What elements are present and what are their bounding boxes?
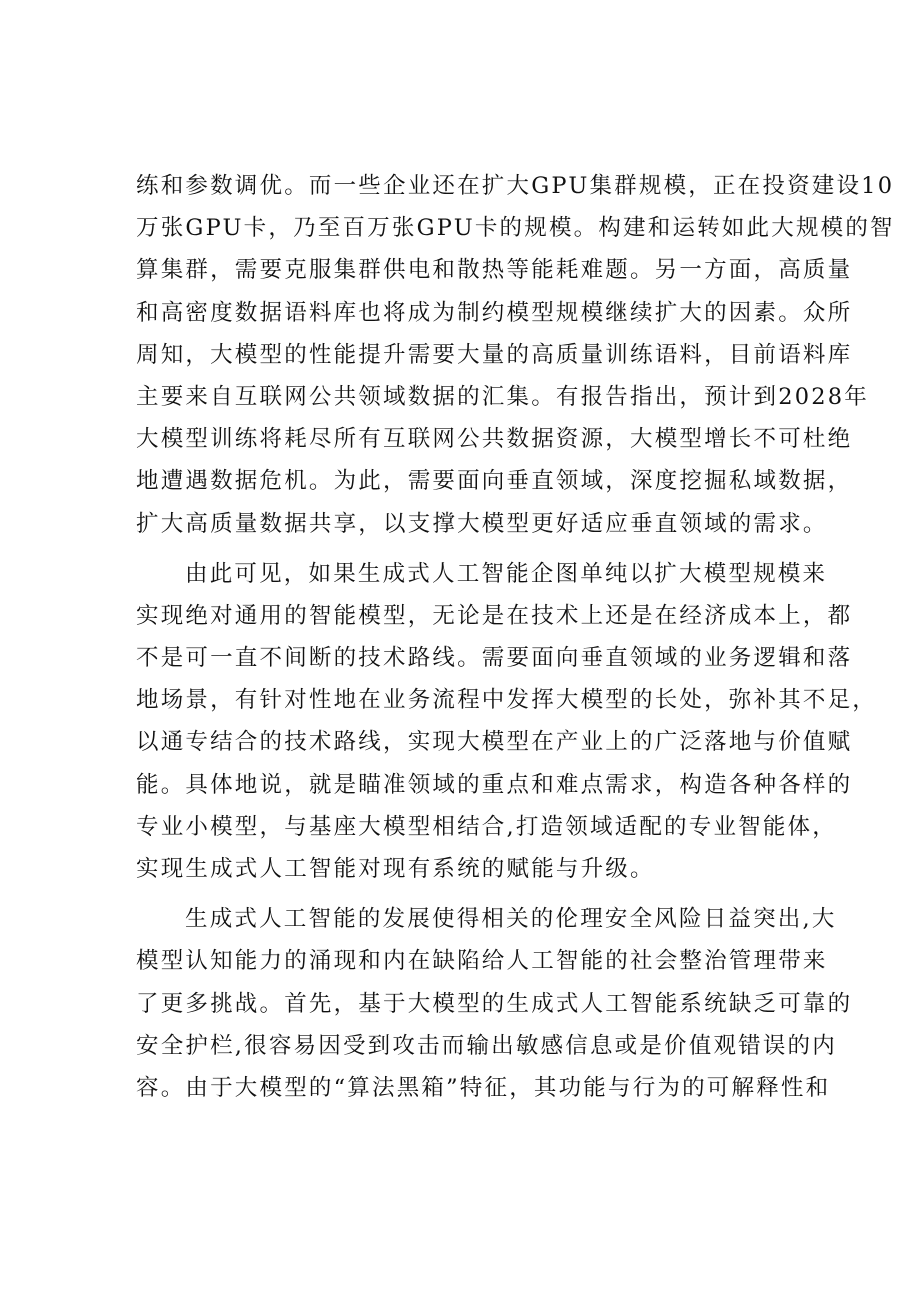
paragraph-1-line-3: 算集群，需要克服集群供电和散热等能耗难题。另一方面，高质量 [136,257,853,284]
paragraph-2-line-3: 不是可一直不间断的技术路线。需要面向垂直领域的业务逻辑和落 [136,645,853,672]
paragraph-3-line-3: 了更多挑战。首先，基于大模型的生成式人工智能系统缺乏可靠的 [136,990,853,1017]
paragraph-2 [136,553,878,891]
paragraph-1-line-5: 周知，大模型的性能提升需要大量的高质量训练语料，目前语料库 [136,341,853,368]
paragraph-spacer [136,890,800,898]
paragraph-3-line-5: 容。由于大模型的“算法黑箱”特征，其功能与行为的可解释性和 [136,1074,831,1101]
paragraph-1-line-2: 万张GPU卡，乃至百万张GPU卡的规模。构建和运转如此大规模的智 [136,215,895,242]
paragraph-1-line-4: 和高密度数据语料库也将成为制约模型规模继续扩大的因素。众所 [136,299,853,326]
paragraph-3-line-2: 模型认知能力的涌现和内在缺陷给人工智能的社会整治管理带来 [136,948,828,975]
paragraph-2-line-1: 由此可见，如果生成式人工智能企图单纯以扩大模型规模来 [185,560,828,587]
paragraph-2-line-6: 能。具体地说，就是瞄准领域的重点和难点需求，构造各种各样的 [136,771,853,798]
paragraph-spacer [136,545,800,553]
paragraph-1-line-6: 主要来自互联网公共领域数据的汇集。有报告指出，预计到2028年 [136,383,869,410]
paragraph-2-line-4: 地场景，有针对性地在业务流程中发挥大模型的长处，弥补其不足， [136,687,878,714]
paragraph-3 [136,898,853,1109]
paragraph-2-line-2: 实现绝对通用的智能模型，无论是在技术上还是在经济成本上，都 [136,602,853,629]
paragraph-1-line-1: 练和参数调优。而一些企业还在扩大GPU集群规模，正在投资建设10 [136,173,895,199]
paragraph-2-line-8: 实现生成式人工智能对现有系统的赋能与升级。 [136,856,655,882]
paragraph-1-line-7: 大模型训练将耗尽所有互联网公共数据资源，大模型增长不可杜绝 [136,426,853,453]
paragraph-1-line-9: 扩大高质量数据共享，以支撑大模型更好适应垂直领域的需求。 [136,510,828,537]
document-body [136,165,895,1109]
paragraph-1-line-8: 地遭遇数据危机。为此，需要面向垂直领域，深度挖掘私域数据， [136,468,853,495]
paragraph-2-line-7: 专业小模型，与基座大模型相结合,打造领域适配的专业智能体， [136,813,837,840]
paragraph-3-line-4: 安全护栏,很容易因受到攻击而输出敏感信息或是价值观错误的内 [136,1032,837,1059]
paragraph-2-line-5: 以通专结合的技术路线，实现大模型在产业上的广泛落地与价值赋 [136,729,853,756]
paragraph-3-line-1: 生成式人工智能的发展使得相关的伦理安全风险日益突出,大 [185,906,837,933]
paragraph-1 [136,165,895,545]
